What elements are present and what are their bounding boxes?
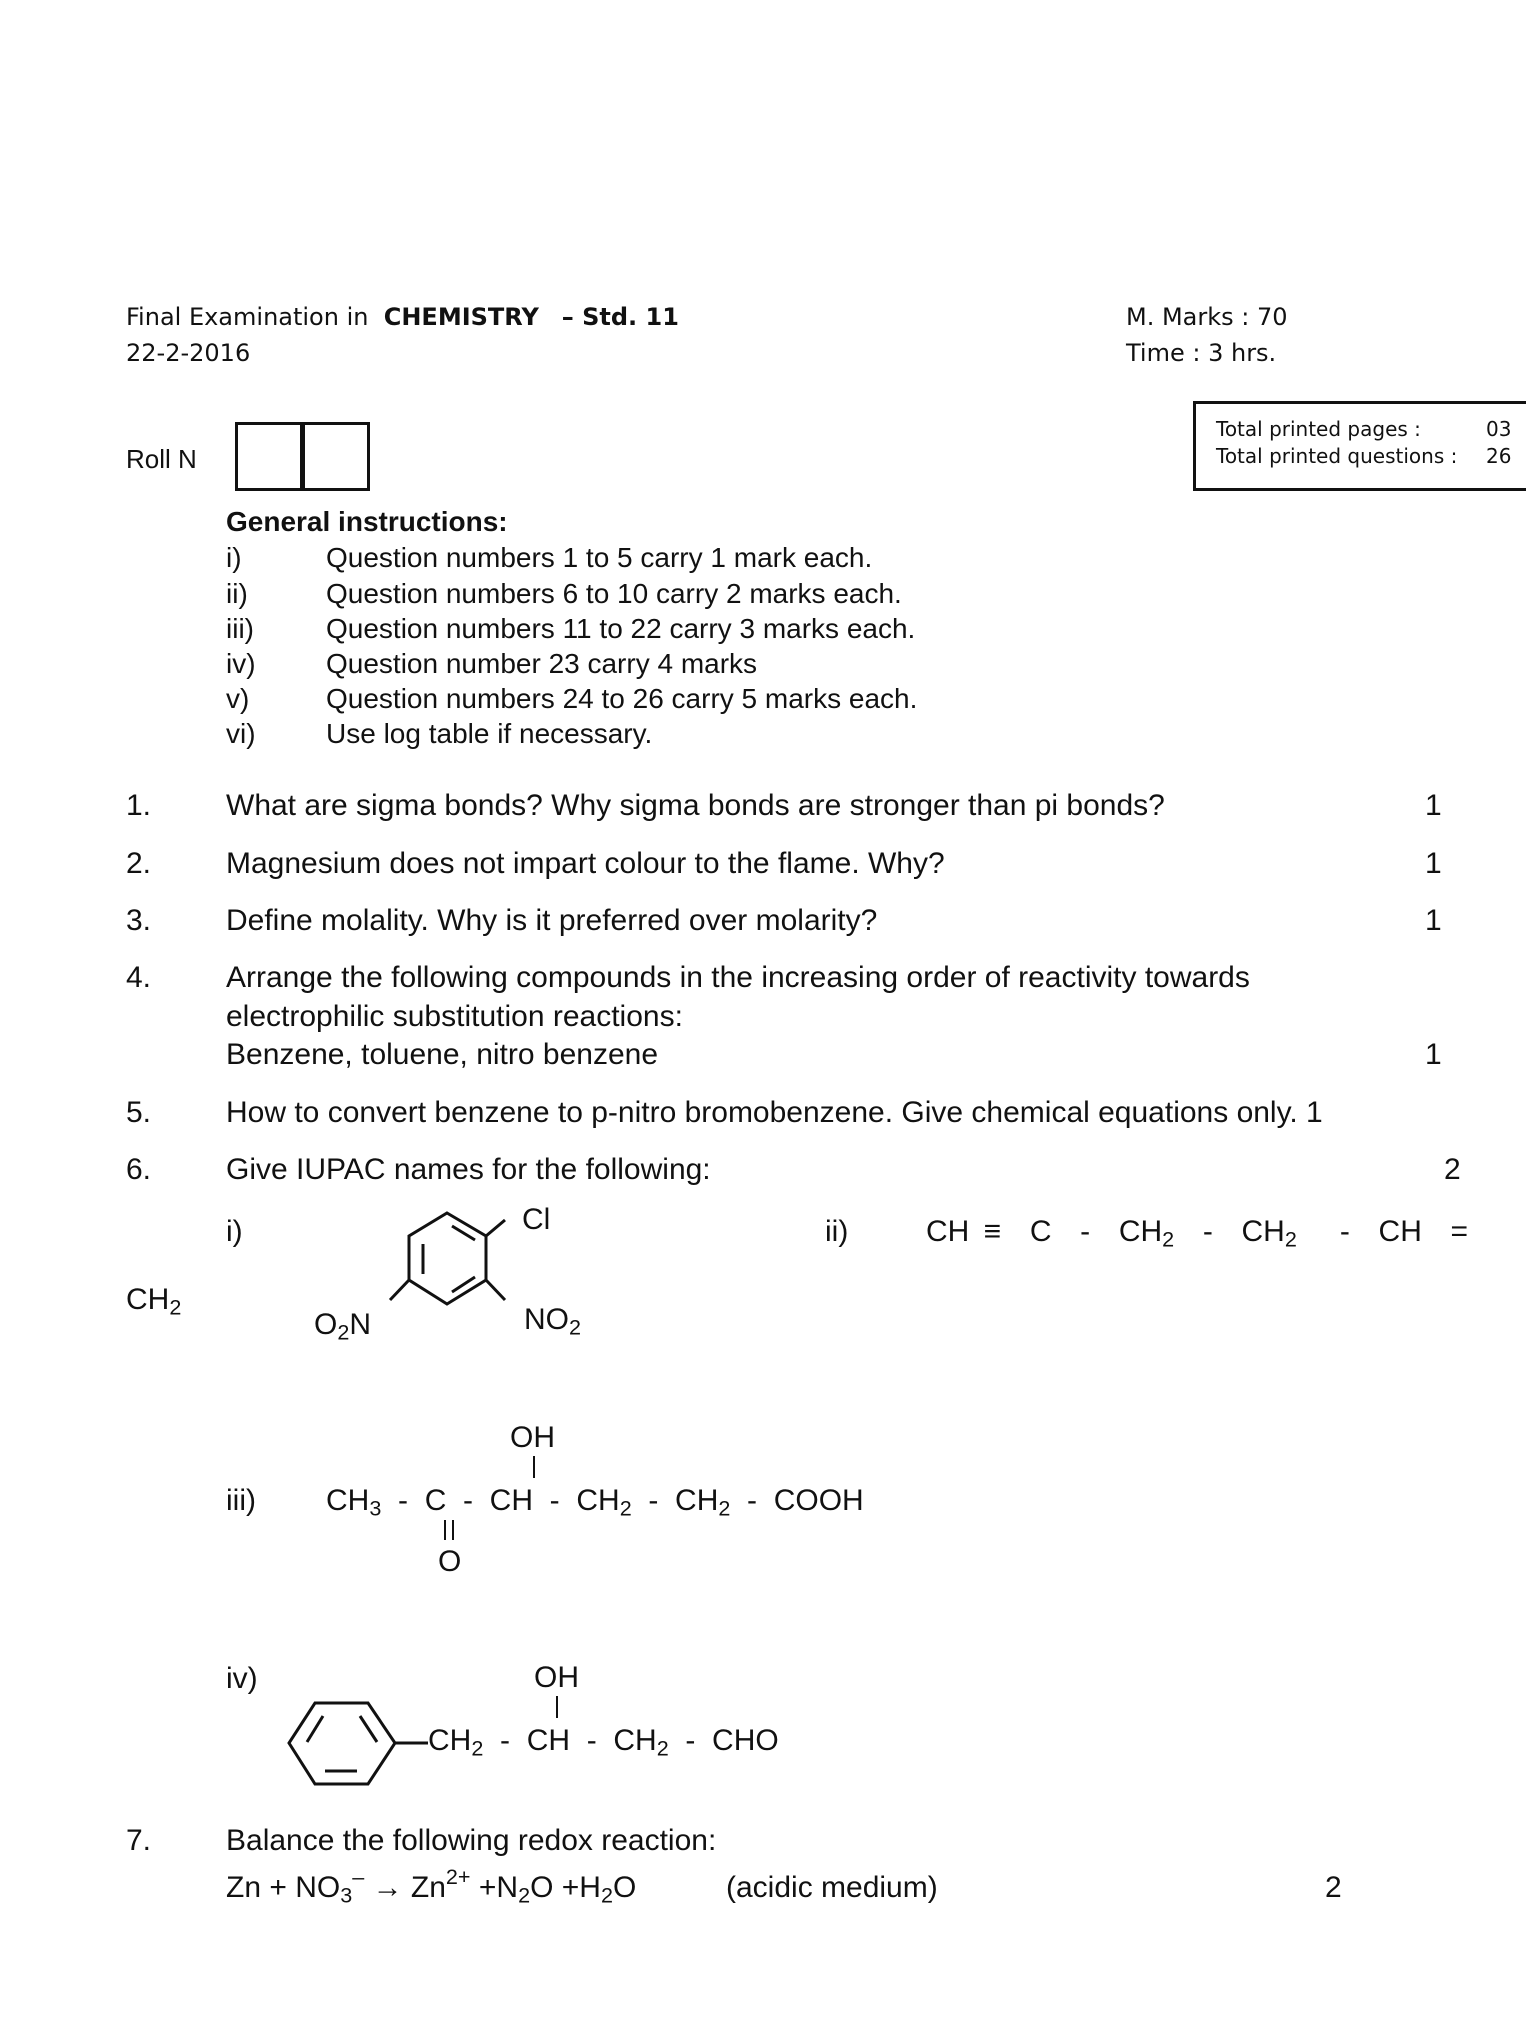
formula-ii: CH ≡ C - $CH_2 - CH_2$ - CH = [926,1215,1469,1252]
questions-value: 26 [1486,444,1512,468]
pages-value: 03 [1486,417,1512,441]
double-bond-line [444,1520,446,1540]
formula-iii: $CH_3$ - C - CH - $CH_2 - CH_2$ - COOH [326,1484,864,1521]
formula-iv: $CH_2$ - CH - $CH_2$ - CHO [428,1724,779,1761]
roll-number-box-2 [300,422,370,491]
instruction-num: i) [226,542,242,573]
question-number: 6. [126,1153,152,1186]
double-bond-line [452,1520,454,1540]
question-marks: 1 [1425,789,1442,822]
nitro-label-right: $NO_2$ [524,1303,582,1340]
instruction-text: Question number 23 carry 4 marks [326,648,758,679]
instructions-title: General instructions: [226,506,508,537]
max-marks: M. Marks : 70 [1126,303,1288,331]
instruction-num: ii) [226,578,248,609]
nitro-label-left: $O_2N$ [314,1308,372,1345]
instruction-text: Question numbers 24 to 26 carry 5 marks each. [326,683,918,714]
chlorine-label: Cl [522,1203,551,1236]
sub-label: iv) [226,1662,258,1695]
instruction-num: iii) [226,613,254,644]
sub-label: ii) [825,1215,849,1248]
question-marks: 2 [1325,1871,1342,1904]
instruction-text: Question numbers 11 to 22 carry 3 marks each. [326,613,916,644]
reaction-medium: (acidic medium) [726,1871,938,1904]
exam-time: Time : 3 hrs. [1126,339,1277,367]
question-marks: 1 [1425,1038,1442,1071]
question-text: Give IUPAC names for the following: [226,1153,711,1186]
question-text: Arrange the following compounds in the increasing order of reactivity towards [226,961,1250,994]
info-box [1193,401,1526,491]
question-marks: 1 [1425,904,1442,937]
question-number: 1. [126,789,152,822]
exam-date: 22-2-2016 [126,339,251,367]
pages-label: Total printed pages : [1216,417,1421,441]
instruction-text: Question numbers 6 to 10 carry 2 marks each. [326,578,902,609]
hydroxyl-label: OH [510,1421,555,1454]
question-number: 7. [126,1824,152,1857]
question-text-line3: Benzene, toluene, nitro benzene [226,1038,658,1071]
formula-ii-wrap: $CH_2$ [126,1283,182,1320]
question-text: Magnesium does not impart colour to the flame. Why? [226,847,945,880]
question-number: 3. [126,904,152,937]
benzene-ring-structure [285,1698,435,1790]
redox-equation: $Zn + NO_3^- \to Zn^{2+} +N_2O +H_2O$ [226,1864,637,1908]
bond-line [556,1696,558,1718]
instruction-num: vi) [226,718,256,749]
oxygen-label: O [438,1545,462,1578]
question-number: 5. [126,1096,152,1129]
roll-number-box-1 [235,422,305,491]
question-text: Balance the following redox reaction: [226,1824,717,1857]
exam-title: Final Examination in CHEMISTRY – Std. 11 [126,303,679,331]
bond-line [533,1456,535,1478]
question-marks: 1 [1425,847,1442,880]
sub-label: i) [226,1215,243,1248]
sub-label: iii) [226,1484,256,1517]
instruction-text: Question numbers 1 to 5 carry 1 mark each. [326,542,873,573]
instruction-num: iv) [226,648,256,679]
question-text: What are sigma bonds? Why sigma bonds are stronger than pi bonds? [226,789,1165,822]
hydroxyl-label: OH [534,1661,579,1694]
question-text: Define molality. Why is it preferred over molarity? [226,904,878,937]
question-marks: 2 [1444,1153,1461,1186]
question-number: 2. [126,847,152,880]
instruction-num: v) [226,683,250,714]
question-text-line2: electrophilic substitution reactions: [226,1000,683,1033]
question-text: How to convert benzene to p-nitro bromobenzene. Give chemical equations only. 1 [226,1096,1323,1129]
questions-label: Total printed questions : [1216,444,1458,468]
instruction-text: Use log table if necessary. [326,718,653,749]
question-number: 4. [126,961,152,994]
roll-number-label: Roll N [126,444,197,474]
